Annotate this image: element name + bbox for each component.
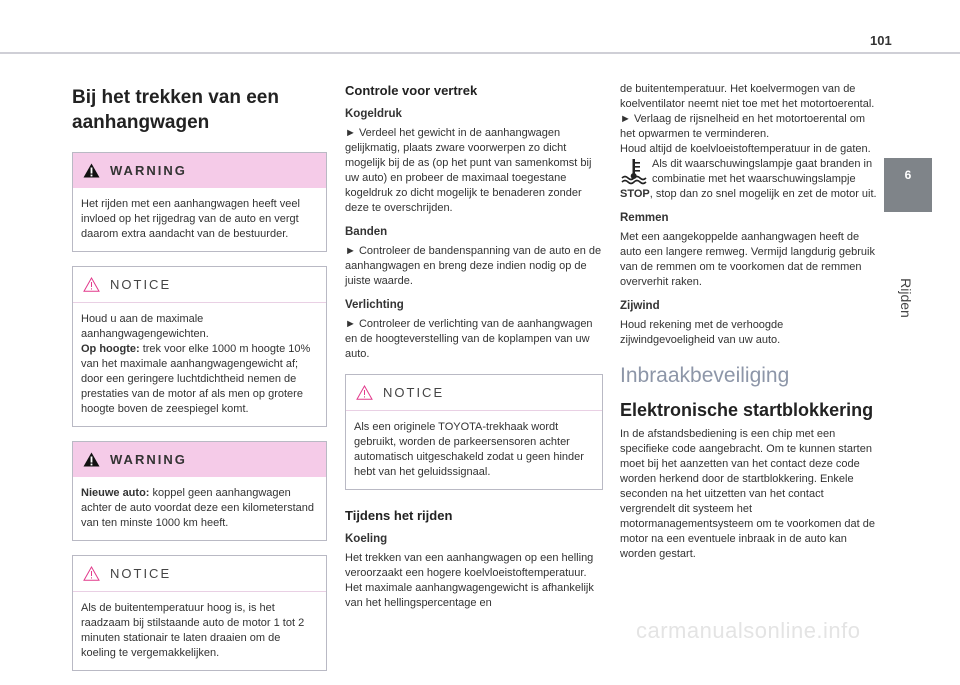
chapter-number: 6 bbox=[904, 168, 912, 182]
notice-box bbox=[72, 266, 327, 427]
notice-box bbox=[72, 555, 327, 671]
notice-triangle-icon bbox=[83, 277, 100, 292]
lamp-text-1: Als dit waarschuwingslampje gaat branden in combinatie met het waarschuwingslampje bbox=[652, 158, 873, 185]
header-rule bbox=[0, 52, 960, 54]
column-3 bbox=[620, 82, 878, 572]
notice-triangle-icon bbox=[83, 566, 100, 581]
notice-text-2: trek voor elke 1000 m hoogte 10% van het maximale aanhangwagengewicht af; door een geringere luchtdichtheid nemen de prestaties van de motor af als men op grotere hoogte boven de zeespiegel komt. bbox=[81, 343, 311, 415]
warning-triangle-icon bbox=[83, 163, 100, 178]
notice-text: Houd u aan de maximale aanhangwagengewichten. bbox=[81, 313, 209, 340]
heading-controle: Controle voor vertrek bbox=[345, 83, 478, 98]
subheading-banden: Banden bbox=[345, 226, 388, 238]
lamp-text bbox=[652, 157, 878, 187]
warning-triangle-icon bbox=[83, 452, 100, 467]
column-1 bbox=[72, 80, 327, 685]
heading-tijdens: Tijdens het rijden bbox=[345, 508, 453, 523]
paragraph-kogeldruk: ► Verdeel het gewicht in de aanhangwagen gelijkmatig, plaats zware voorwerpen zo dicht mogelijk bij de as (op het punt van samenkomst bij uw auto) en probeer de maximaal toegestane kogeldruk zo dicht mogelijk te benaderen zonder deze te overschrijden. bbox=[345, 127, 592, 214]
warning-bold: Nieuwe auto: bbox=[81, 487, 150, 499]
subheading-kogeldruk: Kogeldruk bbox=[345, 108, 402, 120]
notice-label: NOTICE bbox=[383, 385, 445, 400]
lamp-continued bbox=[620, 187, 878, 202]
page-number: 101 bbox=[870, 33, 892, 48]
warning-label: WARNING bbox=[110, 163, 187, 178]
paragraph-1: de buitentemperatuur. Het koelvermogen van de koelventilator neemt niet toe met het motortoerental. bbox=[620, 83, 875, 110]
subheading-zijwind: Zijwind bbox=[620, 300, 660, 312]
notice-box bbox=[345, 374, 603, 490]
heading-startblokkering: Elektronische startblokkering bbox=[620, 400, 874, 420]
warning-box bbox=[72, 152, 327, 252]
coolant-temperature-icon bbox=[620, 157, 648, 185]
notice-body bbox=[73, 303, 326, 426]
subheading-verlichting: Verlichting bbox=[345, 299, 404, 311]
watermark: carmanualsonline.info bbox=[636, 618, 861, 643]
chapter-label: Rijden bbox=[898, 278, 914, 318]
paragraph-3: Houd altijd de koelvloeistoftemperatuur in de gaten. bbox=[620, 143, 871, 155]
lamp-text-2: , stop dan zo snel mogelijk en zet de motor uit. bbox=[649, 188, 877, 200]
chapter-tab[interactable] bbox=[884, 158, 932, 212]
paragraph-2: ► Verlaag de rijsnelheid en het motortoerental om het opwarmen te verminderen. bbox=[620, 113, 866, 140]
heading-inbraak: Inbraakbeveiliging bbox=[620, 364, 790, 387]
warning-text: koppel geen aanhangwagen achter de auto voordat deze een kilometerstand van ten minste 1000 km heeft. bbox=[81, 487, 314, 529]
notice-text: Als de buitentemperatuur hoog is, is het raadzaam bij stilstaande auto de motor 1 tot 2 minuten stationair te laten draaien om de koeling te vergemakkelijken. bbox=[81, 602, 305, 659]
subheading-remmen: Remmen bbox=[620, 212, 669, 224]
notice-label: NOTICE bbox=[110, 566, 172, 581]
notice-bold: Op hoogte: bbox=[81, 343, 140, 355]
paragraph-verlichting: ► Controleer de verlichting van de aanhangwagen en de hoogteverstelling van de koplampen van uw auto. bbox=[345, 318, 593, 360]
paragraph-startblokkering: In de afstandsbediening is een chip met een specifieke code aangebracht. Om te kunnen starten moet bij het aanzetten van het contact deze code worden herkend door de startblokkering. Enkele seconden na het uitzetten van het contact vergrendelt dit systeem het motormanagementsysteem om te voorkomen dat de motor na een eventuele inbraak in de auto kan worden gestart. bbox=[620, 428, 875, 560]
stop-bold: STOP bbox=[620, 188, 650, 200]
warning-label: WARNING bbox=[110, 452, 187, 467]
column-2 bbox=[345, 80, 603, 621]
title-line-2: aanhangwagen bbox=[72, 112, 210, 133]
paragraph-zijwind: Houd rekening met de verhoogde zijwindgevoeligheid van uw auto. bbox=[620, 319, 784, 346]
notice-triangle-icon bbox=[356, 385, 373, 400]
section-title bbox=[72, 85, 327, 135]
title-line-1: Bij het trekken van een bbox=[72, 87, 279, 108]
notice-text: Als een originele TOYOTA-trekhaak wordt gebruikt, worden de parkeersensoren achter automatisch uitgeschakeld zodat u geen hinder hebt van het geluidssignaal. bbox=[354, 421, 584, 478]
paragraph-banden: ► Controleer de bandenspanning van de auto en de aanhangwagen en breng deze indien nodig op de juiste waarde. bbox=[345, 245, 602, 287]
warning-body bbox=[73, 477, 326, 540]
warning-box bbox=[72, 441, 327, 541]
paragraph-koeling: Het trekken van een aanhangwagen op een helling veroorzaakt een hogere koelvloeistoftemperatuur. Het maximale aanhangwagengewicht is afhankelijk van het hellingspercentage en bbox=[345, 552, 594, 609]
paragraph-remmen: Met een aangekoppelde aanhangwagen heeft de auto een langere remweg. Vermijd langdurig gebruik van de remmen om te voorkomen dat de remmen oververhit raken. bbox=[620, 231, 875, 288]
notice-label: NOTICE bbox=[110, 277, 172, 292]
subheading-koeling: Koeling bbox=[345, 533, 388, 545]
warning-text: Het rijden met een aanhangwagen heeft veel invloed op het rijgedrag van de auto en vergt daarom extra aandacht van de bestuurder. bbox=[81, 198, 300, 240]
